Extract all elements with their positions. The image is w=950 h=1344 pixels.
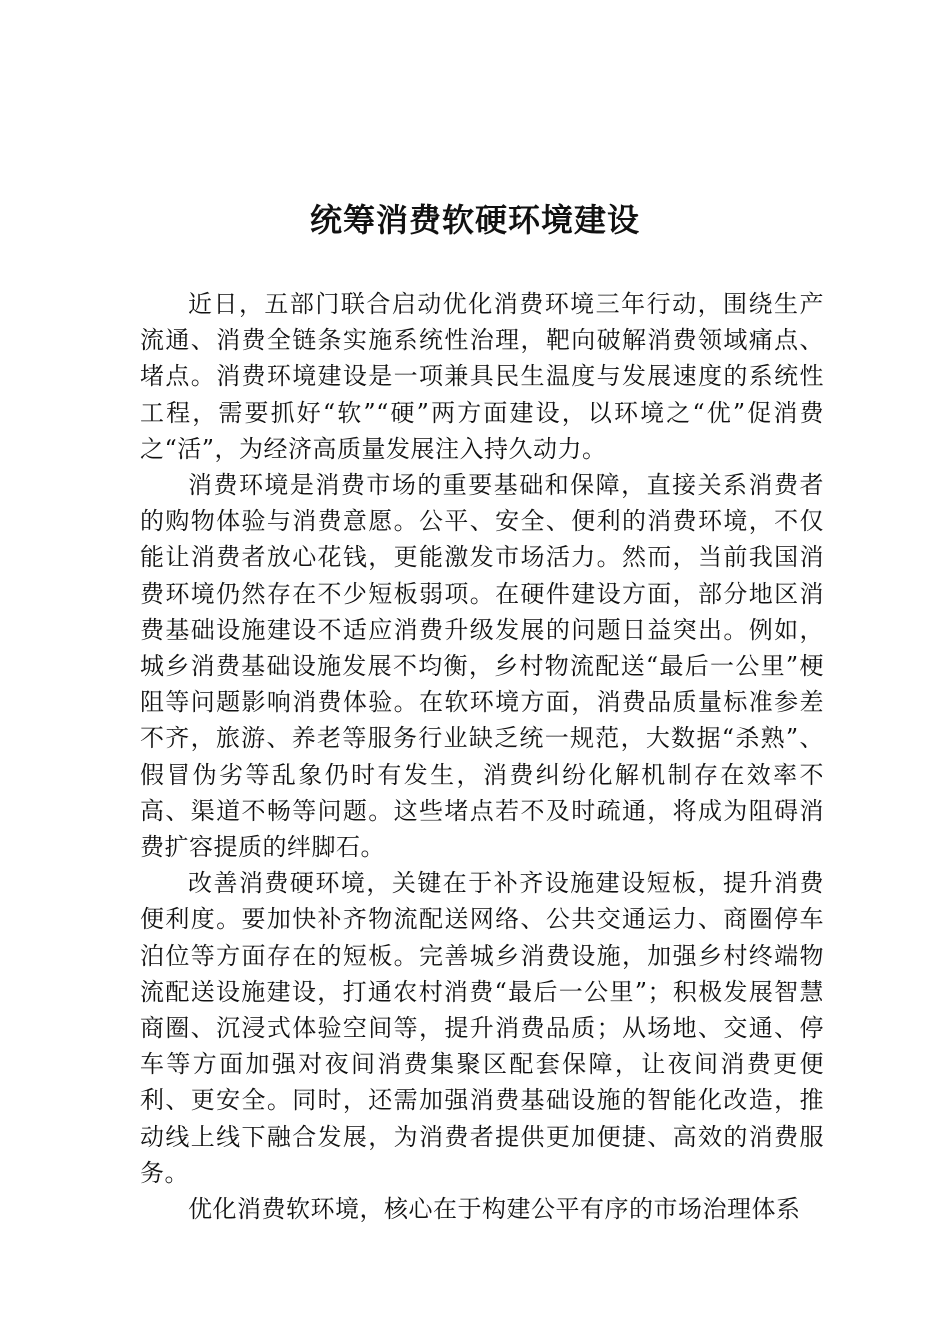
- document-body: [140, 286, 824, 1227]
- paragraph-4: 优化消费软环境，核心在于构建公平有序的市场治理体系: [188, 1195, 801, 1224]
- paragraph-3: 改善消费硬环境，关键在于补齐设施建设短板，提升消费便利度。要加快补齐物流配送网络、公共交通运力、商圈停车泊位等方面存在的短板。完善城乡消费设施，加强乡村终端物流配送设施建设，打通农村消费“最后一公里”；积极发展智慧商圈、沉浸式体验空间等，提升消费品质；从场地、交通、停车等方面加强对夜间消费集聚区配套保障，让夜间消费更便利、更安全。同时，还需加强消费基础设施的智能化改造，推动线上线下融合发展，为消费者提供更加便捷、高效的消费服务。: [140, 869, 824, 1187]
- paragraph-1: 近日，五部门联合启动优化消费环境三年行动，围绕生产流通、消费全链条实施系统性治理，靶向破解消费领域痛点、堵点。消费环境建设是一项兼具民生温度与发展速度的系统性工程，需要抓好“软”“硬”两方面建设，以环境之“优”促消费之“活”，为经济高质量发展注入持久动力。: [140, 290, 824, 463]
- paragraph-2: 消费环境是消费市场的重要基础和保障，直接关系消费者的购物体验与消费意愿。公平、安全、便利的消费环境，不仅能让消费者放心花钱，更能激发市场活力。然而，当前我国消费环境仍然存在不少短板弱项。在硬件建设方面，部分地区消费基础设施建设不适应消费升级发展的问题日益突出。例如，城乡消费基础设施发展不均衡，乡村物流配送“最后一公里”梗阻等问题影响消费体验。在软环境方面，消费品质量标准参差不齐，旅游、养老等服务行业缺乏统一规范，大数据“杀熟”、假冒伪劣等乱象仍时有发生，消费纠纷化解机制存在效率不高、渠道不畅等问题。这些堵点若不及时疏通，将成为阻碍消费扩容提质的绊脚石。: [140, 471, 824, 862]
- document-title: 统筹消费软硬环境建设: [309, 201, 640, 239]
